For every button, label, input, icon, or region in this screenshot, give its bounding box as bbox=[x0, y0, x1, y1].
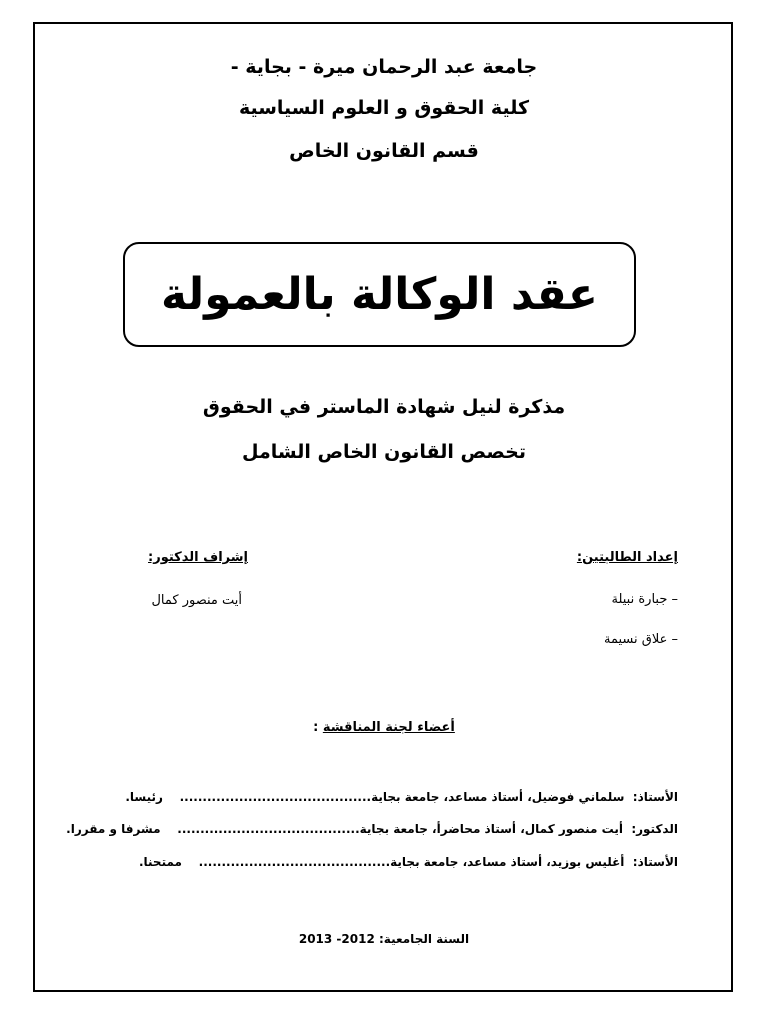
faculty-name: كلية الحقوق و العلوم السياسية bbox=[238, 97, 530, 119]
member-details: أيت منصور كمال، أستاذ محاضرأ، جامعة بجاية bbox=[359, 822, 623, 836]
thesis-title: عقد الوكالة بالعمولة bbox=[161, 269, 598, 320]
member-role: ممتحنا. bbox=[138, 855, 182, 869]
subtitle-degree: مذكرة لنيل شهادة الماستر في الحقوق bbox=[202, 396, 566, 418]
subtitle-specialty: تخصص القانون الخاص الشامل bbox=[242, 441, 526, 463]
member-dots: .......................................... bbox=[198, 855, 391, 869]
member-dots: ........................................ bbox=[177, 822, 360, 836]
university-name: جامعة عبد الرحمان ميرة - بجاية - bbox=[230, 56, 538, 78]
title-box bbox=[123, 242, 636, 347]
supervisor-name: أيت منصور كمال bbox=[151, 593, 242, 608]
student-name-1: – جبارة نبيلة bbox=[611, 592, 678, 607]
member-role: مشرفا و مقررا. bbox=[66, 822, 161, 836]
committee-heading bbox=[0, 720, 768, 735]
student-name-2: – علاق نسيمة bbox=[604, 632, 678, 647]
academic-year: السنة الجامعية: 2012- 2013 bbox=[298, 932, 470, 946]
page-border bbox=[33, 22, 733, 992]
member-title: الدكتور: bbox=[631, 822, 678, 836]
committee-member-1 bbox=[125, 790, 678, 804]
supervisor-label: إشراف الدكتور: bbox=[148, 550, 248, 565]
committee-member-3 bbox=[139, 855, 678, 869]
member-title: الأستاذ: bbox=[632, 790, 678, 804]
department-name: قسم القانون الخاص bbox=[289, 140, 479, 162]
committee-label: أعضاء لجنة المناقشة bbox=[322, 720, 455, 735]
students-label: إعداد الطالبتين: bbox=[576, 550, 678, 565]
member-title: الأستاذ: bbox=[632, 855, 678, 869]
member-dots: .......................................... bbox=[179, 790, 372, 804]
member-role: رئيسا. bbox=[125, 790, 163, 804]
member-details: سلماني فوضيل، أستاذ مساعد، جامعة بجاية bbox=[371, 790, 625, 804]
committee-label-colon: : bbox=[313, 720, 323, 735]
member-details: أغليس بوزيد، أستاذ مساعد، جامعة بجاية bbox=[390, 855, 625, 869]
committee-member-2 bbox=[66, 822, 678, 836]
